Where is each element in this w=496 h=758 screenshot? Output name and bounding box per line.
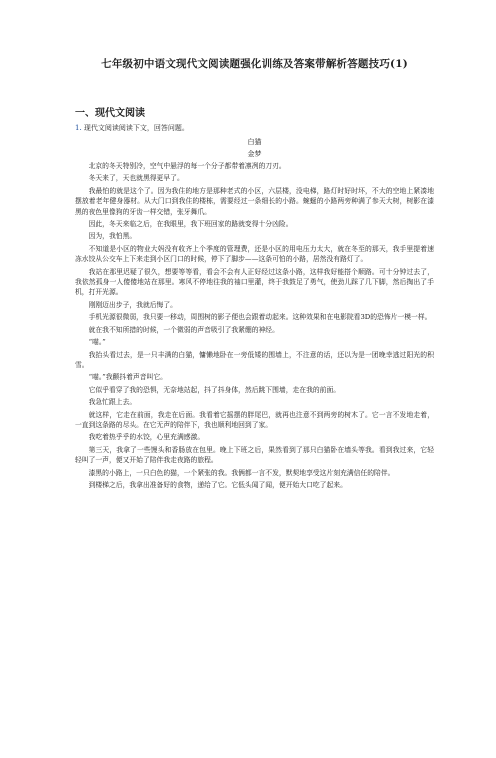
paragraph: 漆黑的小路上，一只白色的猫，一个紧张的我。我俩都一言不发，默契地享受这片刻充满信任的陪伴。 [88,468,395,477]
paragraph: 第三天，我拿了一些馒头和香肠放在包里。晚上下班之后，果然看到了那只白猫卧在墙头等我。看到我过来，它轻轻叫了一声，便又开始了陪伴我走夜路的旅程。 [75,445,434,465]
document-page [0,56,496,758]
paragraph: 我急忙跟上去。 [88,398,137,407]
question-number: 1. [75,124,82,132]
document-title: 七年级初中语文现代文阅读题强化训练及答案带解析答题技巧(1) [101,58,408,70]
story-body [75,161,434,490]
paragraph: 我吃着热乎乎的水饺，心里充满感激。 [88,433,205,442]
paragraph: 我最怕的就是这个了。因为我住的地方是那种老式的小区，六层楼，没电梯，路灯时好时坏，不大的空地上紧凑地摆放着老年健身器材。从大门口到我住的楼栋，需要经过一条细长的小路。蜿蜒的小路两旁种满了参天大树，树影在漆黑的夜色里像狗的牙齿一样交错，张牙舞爪。 [75,186,434,216]
paragraph: 就这样，它走在前面，我走在后面。我看着它摇摆的胖尾巴，就再也注意不到两旁的树木了。它一言不发地走着，一直到这条路的尽头。在它无声的陪伴下，我也顺利地回到了家。 [75,410,434,429]
paragraph: 到楼梯之后，我拿出准备好的食物，递给了它。它低头闻了闻，便开始大口吃了起来。 [88,480,347,489]
paragraph: 我抬头看过去，是一只丰满的白猫，慵懒地卧在一旁低矮的围墙上，不注意的话，还以为是一团晚幸逃过阳光的积雪。 [75,350,434,369]
paragraph: 刚刚迈出步子，我就后悔了。 [88,300,177,309]
paragraph: 就在我不知所措的时候，一个微弱的声音吸引了我紧绷的神经。 [88,325,279,334]
question-text: 现代文阅读阅读下文，回答问题。 [83,124,189,132]
question-line [75,123,434,133]
paragraph: 因为，我怕黑。 [88,232,137,241]
paragraph: 它似乎看穿了我的恐惧，无奈地站起，抖了抖身体，然后跳下围墙，走在我的前面。 [88,385,341,394]
section-heading: 一、现代文阅读 [75,108,145,119]
paragraph: 我站在那里迟疑了很久，想要等等看，看会不会有人正好经过这条小路，这样我好能搭个顺路。可十分钟过去了，我依然孤身一人傻傻地站在那里。寒风不停地往我的袖口里灌，终于我鼓足了勇气，使劲儿踩了几下脚，然后掏出了手机，打开光源。 [75,267,434,297]
paragraph: 冬天来了，天也就黑得更早了。 [88,174,184,183]
paragraph: 手机光源很微弱，我只要一移动，周围树的影子便也会跟着动起来。这种效果和在电影院看3D的恐怖片一模一样。 [88,313,432,322]
paragraph: 不知道是小区的物业大妈没有收齐上个季度的管理费，还是小区的用电压力太大，就在冬至的那天，我手里提着速冻水饺从公交车上下来走到小区门口的时候，停下了脚步——这条可怕的小路，居然没有路灯了。 [75,244,434,264]
paragraph: 北京的冬天特别冷，空气中悬浮的每一个分子都带着凛冽的刀刃。 [88,162,286,170]
story-title: 白猫 [247,138,262,146]
paragraph: 因此，冬天来临之后，在我眼里，我下班回家的路就变得十分凶险。 [88,220,293,229]
story-author: 金梦 [247,150,262,158]
paragraph: “喵。” [88,338,106,347]
paragraph: “喵。”我颤抖着声音叫它。 [88,373,167,382]
